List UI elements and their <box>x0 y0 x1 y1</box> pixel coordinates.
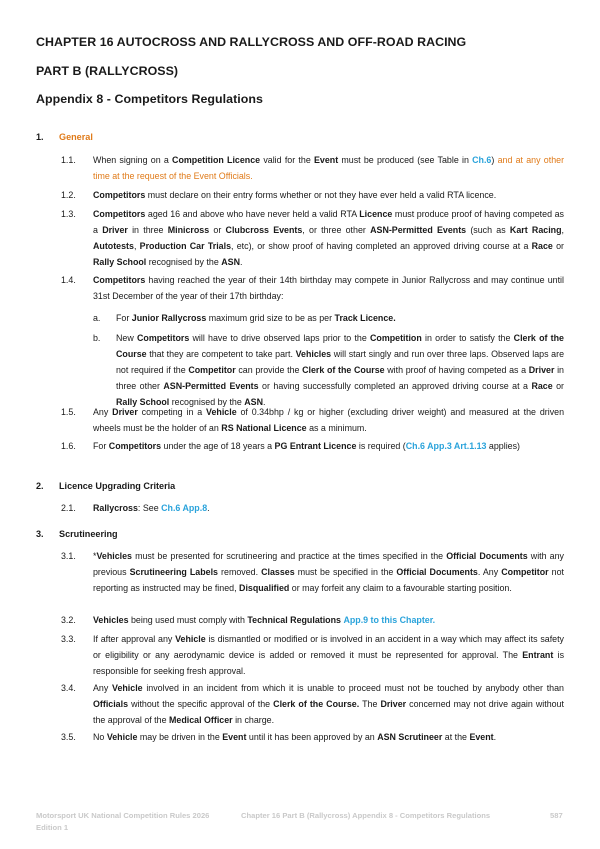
chapter-heading: CHAPTER 16 AUTOCROSS AND RALLYCROSS AND OFF-ROAD RACING <box>36 35 467 49</box>
clause-number: 1.5. <box>61 407 76 417</box>
clause-1-1 <box>61 152 564 184</box>
clause-text: Competitors having reached the year of their 14th birthday may compete in Junior Rallycross and may continue until 31st December of the year of their 17th birthday: <box>93 275 564 301</box>
clause-text: Competitors aged 16 and above who have never held a valid RTA Licence must produce proof of having competed as a Driver in three Minicross or Clubcross Events, or three other ASN-Permitted Events (such as Kart Racing, Autotests, Production Car Trials, etc), or show proof of having completed an approved driving course at a Race or Rally School recognised by the ASN. <box>93 209 565 267</box>
clause-1-4-b <box>93 330 564 410</box>
clause-text: When signing on a Competition Licence valid for the Event must be produced (see Table in Ch.6) and at any other time at the request of the Event Officials. <box>93 155 565 181</box>
clause-number: 1.4. <box>61 275 76 285</box>
clause-3-2 <box>61 612 564 628</box>
clause-text: No Vehicle may be driven in the Event until it has been approved by an ASN Scrutineer at the Event. <box>93 732 497 742</box>
clause-3-3 <box>61 631 564 679</box>
clause-number: 2.1. <box>61 503 76 513</box>
footer-left <box>36 811 209 832</box>
section-number: 1. <box>36 132 44 142</box>
clause-text: Rallycross: See Ch.6 App.8. <box>93 503 210 513</box>
clause-text: Competitors must declare on their entry forms whether or not they have ever held a valid RTA licence. <box>93 190 497 200</box>
clause-number: 1.1. <box>61 155 76 165</box>
link-ch6[interactable]: Ch.6 <box>472 155 492 165</box>
section-number: 2. <box>36 481 44 491</box>
clause-text: If after approval any Vehicle is dismantled or modified or is involved in an accident in a way which may affect its safety or eligibility or any aerodynamic device is added or removed it must be represented for approval. The Entrant is responsible for seeking fresh approval. <box>93 634 564 676</box>
section-title: General <box>59 132 93 142</box>
clause-number: 3.5. <box>61 732 76 742</box>
clause-1-5 <box>61 404 564 436</box>
clause-text: Vehicles being used must comply with Technical Regulations App.9 to this Chapter. <box>93 615 436 625</box>
part-heading: PART B (RALLYCROSS) <box>36 64 179 78</box>
clause-text: For Competitors under the age of 18 years a PG Entrant Licence is required (Ch.6 App.3 Art.1.13 applies) <box>93 441 521 451</box>
link-app9[interactable]: App.9 to this Chapter. <box>343 615 436 625</box>
clause-number: 1.2. <box>61 190 76 200</box>
footer-edition: Edition 1 <box>36 823 69 832</box>
clause-text: For Junior Rallycross maximum grid size to be as per Track Licence. <box>116 313 396 323</box>
section-title: Scrutineering <box>59 529 118 539</box>
clause-text: *Vehicles must be presented for scrutineering and practice at the times specified in the Official Documents with any previous Scrutineering Labels removed. Classes must be specified in the Official Documents. Any Competitor not reporting as instructed may be fined, Disqualified or may forfeit any claim to a favourable starting position. <box>93 551 564 593</box>
clause-number: a. <box>93 313 101 323</box>
clause-1-3 <box>61 206 564 270</box>
clause-number: 3.2. <box>61 615 76 625</box>
clause-3-5 <box>61 729 564 745</box>
clause-text: Any Vehicle involved in an incident from which it is unable to proceed must not be touched by anybody other than Officials without the specific approval of the Clerk of the Course. The Driver concerned may not drive again without the approval of the Medical Officer in charge. <box>93 683 564 725</box>
link-ch6-app8[interactable]: Ch.6 App.8 <box>161 503 208 513</box>
clause-text: New Competitors will have to drive observed laps prior to the Competition in order to satisfy the Clerk of the Course that they are competent to take part. Vehicles will start singly and run over three laps. Observed laps are not required if the Competitor can provide the Clerk of the Course with proof of having competed as a Driver in three other ASN-Permitted Events or having successfully completed an approved driving course at a Race or Rally School recognised by the ASN. <box>116 333 565 407</box>
clause-1-6 <box>61 438 564 454</box>
appendix-heading: Appendix 8 - Competitors Regulations <box>36 92 263 106</box>
clause-1-2 <box>61 187 564 203</box>
clause-3-1 <box>61 548 564 596</box>
clause-1-4 <box>61 272 564 304</box>
clause-1-4-a <box>93 310 564 326</box>
section-title: Licence Upgrading Criteria <box>59 481 176 491</box>
footer-center: Chapter 16 Part B (Rallycross) Appendix 8 - Competitors Regulations <box>241 811 491 820</box>
clause-number: 3.4. <box>61 683 76 693</box>
footer-rules-title: Motorsport UK National Competition Rules 2026 <box>36 811 210 820</box>
clause-text: Any Driver competing in a Vehicle of 0.34bhp / kg or higher (excluding driver weight) and measured at the driven wheels must be the holder of an RS National Licence as a minimum. <box>93 407 564 433</box>
clause-number: 1.6. <box>61 441 76 451</box>
clause-number: 3.3. <box>61 634 76 644</box>
clause-number: 3.1. <box>61 551 76 561</box>
clause-number: 1.3. <box>61 209 76 219</box>
section-number: 3. <box>36 529 44 539</box>
footer-page-number: 587 <box>550 811 563 820</box>
clause-2-1 <box>61 500 564 516</box>
clause-3-4 <box>61 680 564 728</box>
link-ch6-app3-art1-13[interactable]: Ch.6 App.3 Art.1.13 <box>405 441 487 451</box>
clause-number: b. <box>93 333 101 343</box>
